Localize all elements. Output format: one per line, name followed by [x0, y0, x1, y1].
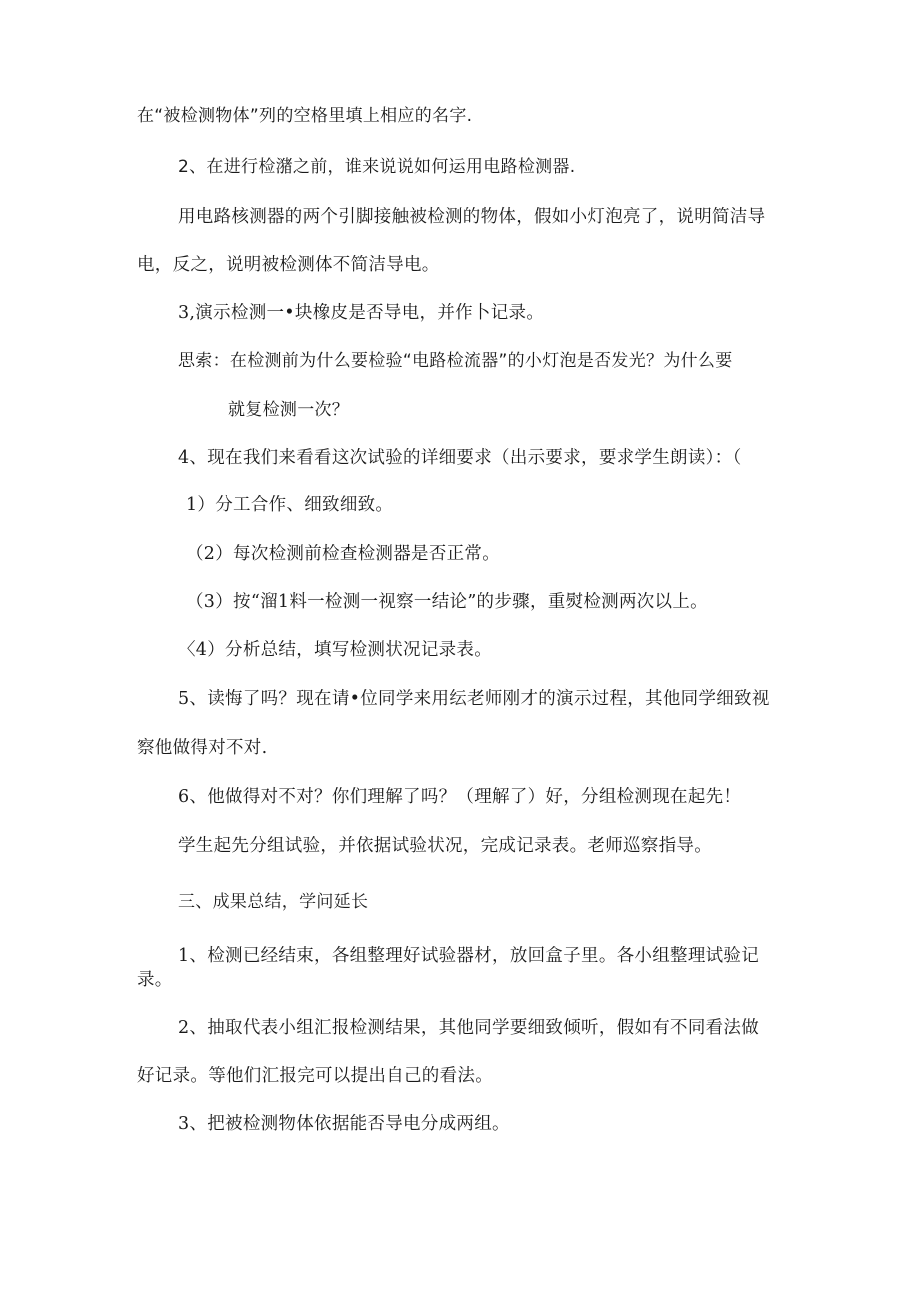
text-line-8: 4、现在我们来看看这次试验的详细要求（出示要求，要求学生朗读）：（: [178, 448, 742, 468]
text-line-4: 电，反之，说明被检测体不简洁导电。: [137, 255, 440, 275]
text-line-9: 1）分工合作、细致细致。: [186, 495, 394, 515]
text-line-21: 3、把被检测物体依据能否导电分成两组。: [178, 1114, 510, 1134]
text-line-18: 录。: [137, 970, 173, 990]
text-line-19: 2、抽取代表小组汇报检测结果，其他同学要细致倾听，假如有不同看法做: [178, 1018, 760, 1038]
text-line-5: 3,演示检测一•块橡皮是否导电，并作卜记录。: [178, 303, 545, 323]
text-line-2: 2、在进行检潴之前，谁来说说如何运用电路检测器.: [178, 157, 576, 177]
text-line-14: 察他做得对不对.: [137, 738, 268, 758]
text-line-15: 6、他做得对不对？你们理解了吗？（理解了）好，分组检测现在起先！: [178, 787, 742, 807]
section-heading: 三、成果总结，学问延长: [178, 892, 369, 912]
text-line-16: 学生起先分组试验，并依据试验状况，完成记录表。老师巡察指导。: [178, 836, 712, 856]
text-line-12: 〈4）分析总结，填写检测状况记录表。: [178, 640, 493, 660]
text-line-6: 思索：在检测前为什么要检验“电路检流器”的小灯泡是否发光？为什么要: [178, 351, 733, 371]
text-line-7: 就复检测一次？: [228, 400, 350, 420]
text-line-17: 1、检测已经结束，各组整理好试验器材，放回盒子里。各小组整理试验记: [178, 946, 760, 966]
text-line-11: （3）按“溜1料一检测一视察一结论”的步骤，重熨检测两次以上。: [186, 592, 708, 612]
text-line-20: 好记录。等他们汇报完可以提出自己的看法。: [137, 1066, 493, 1086]
text-line-13: 5、读悔了吗？现在请•位同学来用纭老师刚才的演示过程，其他同学细致视: [178, 689, 770, 709]
text-line-3: 用电路核测器的两个引脚接触被检测的物体，假如小灯泡亮了，说明简洁导: [178, 207, 766, 227]
text-line-1: 在“被检测物体”列的空格里填上相应的名字.: [137, 106, 473, 126]
text-line-10: （2）每次检测前检查检测器是否正常。: [186, 544, 501, 564]
